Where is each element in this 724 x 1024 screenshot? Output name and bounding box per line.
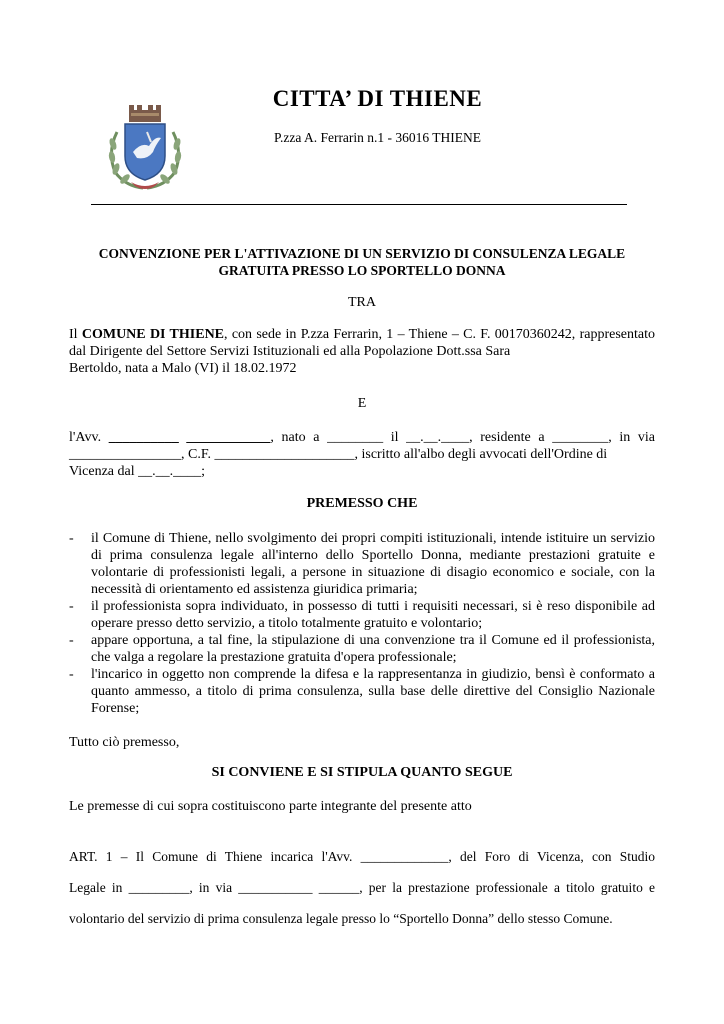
list-item	[69, 530, 655, 598]
party-avvocato-last-line: Vicenza dal __.__.____;	[69, 464, 206, 479]
bullet-dash: -	[69, 667, 74, 682]
party-avvocato-prefix: l'Avv.	[69, 430, 109, 445]
city-title: CITTA’ DI THIENE	[272, 86, 483, 111]
premessa-text: il Comune di Thiene, nello svolgimento dei propri compiti istituzionali, intende istituire un servizio di prima consulenza legale all'interno dello Sportello Donna, mediante prestazioni gratuite e volontarie di professionisti legali, a persone in situazione di disagio economico e sociale, con la necessità di orientamento ed assistenza giuridica primaria;	[91, 531, 655, 597]
art1-line-3: volontario del servizio di prima consulenza legale presso lo “Sportello Donna” dello stesso Comune.	[69, 911, 613, 926]
list-item	[69, 666, 655, 717]
coat-of-arms-icon	[103, 102, 187, 190]
document-title	[69, 245, 655, 279]
city-address: P.zza A. Ferrarin n.1 - 36016 THIENE	[273, 130, 482, 145]
premessa-text: l'incarico in oggetto non comprende la difesa e la rappresentanza in giudizio, bensì è conformato a quanto ammesso, a titolo di prima consulenza, sulla base delle direttive del Consiglio Nazionale Forense;	[91, 667, 655, 716]
document-title-line-2: GRATUITA PRESSO LO SPORTELLO DONNA	[218, 263, 506, 278]
tra-label: TRA	[348, 295, 376, 310]
party-comune-name: COMUNE DI THIENE	[81, 327, 225, 342]
bullet-dash: -	[69, 531, 74, 546]
premesse-integranti: Le premesse di cui sopra costituiscono parte integrante del presente atto	[69, 799, 472, 814]
list-item	[69, 598, 655, 632]
tutto-cio-premesso: Tutto ciò premesso,	[69, 735, 180, 750]
premesse-list	[69, 530, 655, 717]
art1-line-1: ART. 1 – Il Comune di Thiene incarica l'Avv. _____________, del Foro di Vicenza, con Studio	[69, 849, 655, 864]
bullet-dash: -	[69, 599, 74, 614]
party-comune-prefix: Il	[69, 327, 82, 342]
si-conviene-heading: SI CONVIENE E SI STIPULA QUANTO SEGUE	[211, 765, 513, 780]
party-avvocato	[69, 429, 655, 480]
e-label: E	[357, 396, 367, 411]
document-title-line-1: CONVENZIONE PER L'ATTIVAZIONE DI UN SERVIZIO DI CONSULENZA LEGALE	[98, 246, 626, 261]
premesso-heading: PREMESSO CHE	[306, 496, 418, 511]
premessa-text: il professionista sopra individuato, in possesso di tutti i requisiti necessari, si è reso disponibile ad operare presso detto servizio, a titolo totalmente gratuito e volontario;	[91, 599, 655, 631]
party-comune	[69, 326, 655, 377]
list-item	[69, 632, 655, 666]
art1-line-2: Legale in _________, in via ___________ ______, per la prestazione professionale a titolo gratuito e	[69, 880, 655, 895]
party-avvocato-text: , nato a ________ il __.__.____, residente a ________, in via ________________, C.F. ____________________, iscritto all'albo degli avvocati dell'Ordine di	[69, 430, 656, 462]
premessa-text: appare opportuna, a tal fine, la stipulazione di una convenzione tra il Comune ed il professionista, che valga a regolare la prestazione gratuita d'opera professionale;	[91, 633, 655, 665]
party-comune-last-line: Bertoldo, nata a Malo (VI) il 18.02.1972	[69, 361, 297, 376]
party-comune-text: , con sede in P.zza Ferrarin, 1 – Thiene – C. F. 00170360242, rappresentato dal Dirigente del Settore Servizi Istituzionali ed alla Popolazione Dott.ssa Sara	[69, 327, 655, 359]
header-divider	[91, 204, 627, 205]
bullet-dash: -	[69, 633, 74, 648]
party-avvocato-name-blanks: __________ ____________	[108, 430, 271, 445]
